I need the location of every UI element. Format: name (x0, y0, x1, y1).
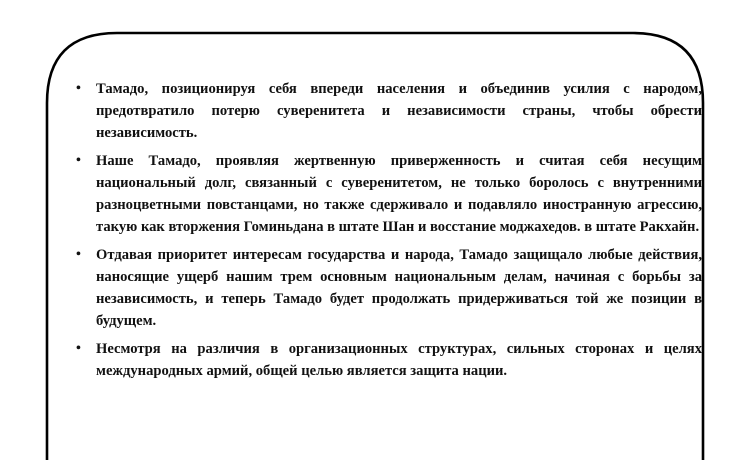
list-item (74, 150, 702, 238)
list-item-text: Тамадо, позиционируя себя впереди населения и объединив усилия с народом, предотвратило потерю суверенитета и независимости страны, чтобы обрести независимость. (96, 81, 702, 141)
list-item-text: Наше Тамадо, проявляя жертвенную приверженность и считая себя несущим национальный долг, связанный с суверенитетом, не только боролось с внутренними разноцветными повстанцами, но также сдерживало и подавляло иностранную агрессию, такую как вторжения Гоминьдана в штате Шан и восстание моджахедов. в штате Ракхайн. (96, 153, 702, 235)
document-body (74, 78, 702, 388)
bullet-list (74, 78, 702, 382)
bullet-icon: • (76, 81, 81, 96)
bullet-icon: • (76, 341, 81, 356)
list-item-text: Несмотря на различия в организационных структурах, сильных сторонах и целях международных армий, общей целью является защита нации. (96, 341, 702, 379)
bullet-icon: • (76, 247, 81, 262)
list-item (74, 338, 702, 382)
list-item (74, 78, 702, 144)
list-item-text: Отдавая приоритет интересам государства и народа, Тамадо защищало любые действия, наносящие ущерб нашим трем основным национальным делам, начиная с борьбы за независимость, и теперь Тамадо будет продолжать придерживаться той же позиции в будущем. (96, 247, 702, 329)
bullet-icon: • (76, 153, 81, 168)
list-item (74, 244, 702, 332)
